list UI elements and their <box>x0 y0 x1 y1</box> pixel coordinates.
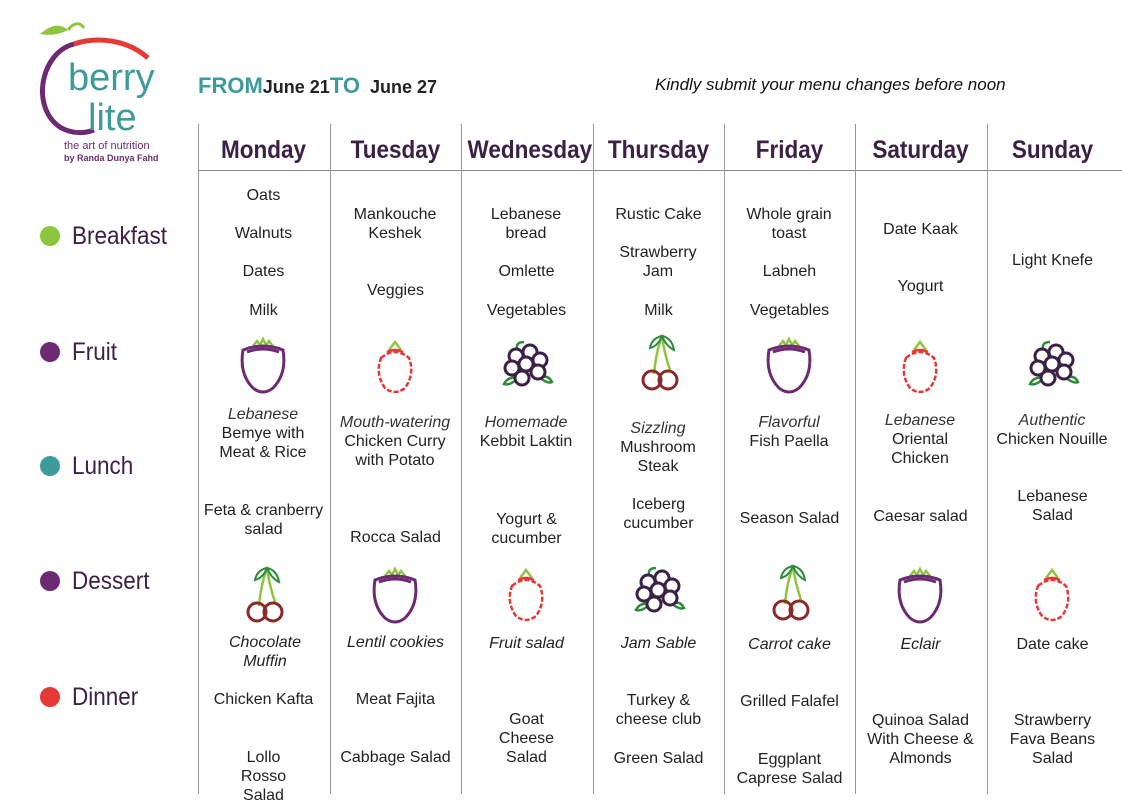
logo-byline: by Randa Dunya Fahd <box>64 153 159 163</box>
meal-label: Dinner <box>72 682 139 711</box>
lunch-main-item <box>599 419 717 476</box>
column-divider <box>593 124 594 794</box>
lunch-side-item: Feta & cranberry salad <box>203 502 324 538</box>
lunch-dish: Chicken Nouille <box>996 431 1108 448</box>
meal-dot <box>40 456 60 476</box>
blackberry-icon <box>496 334 556 396</box>
plum-icon <box>233 336 293 398</box>
raspberry-icon <box>496 566 556 628</box>
lunch-side-item: Yogurt & cucumber <box>491 511 562 547</box>
plum-icon <box>365 566 425 628</box>
lunch-descriptor: Lebanese <box>227 406 299 423</box>
column-divider <box>330 124 331 794</box>
dessert-item: Date cake <box>1016 636 1089 653</box>
breakfast-item: Walnuts <box>234 225 293 242</box>
dessert-item: Chocolate Muffin <box>228 634 302 670</box>
dinner-item: Quinoa Salad With Cheese & Almonds <box>867 712 974 767</box>
breakfast-item: Labneh <box>762 263 817 280</box>
day-header-friday: Friday <box>755 136 824 164</box>
lunch-side-item: Caesar salad <box>873 508 968 525</box>
lunch-main-item <box>336 413 454 470</box>
meal-dot <box>40 226 60 246</box>
lunch-main-item <box>204 405 322 462</box>
column-divider <box>724 124 725 794</box>
dinner-item: Meat Fajita <box>355 691 436 708</box>
meal-dot <box>40 342 60 362</box>
blackberry-icon <box>1022 334 1082 396</box>
notice-text: Kindly submit your menu changes before noon <box>655 75 1006 94</box>
day-header-tuesday: Tuesday <box>350 136 441 164</box>
lunch-descriptor: Lebanese <box>884 412 956 429</box>
breakfast-item: Omlette <box>498 263 555 280</box>
lunch-dish: Chicken Curry with Potato <box>344 433 446 469</box>
meal-row-fruit <box>40 337 122 367</box>
svg-text:berry: berry <box>68 57 155 99</box>
lunch-descriptor: Homemade <box>484 414 568 431</box>
dinner-item: Chicken Kafta <box>213 691 314 708</box>
breakfast-item: Light Knefe <box>1012 252 1093 269</box>
lunch-descriptor: Flavorful <box>758 414 820 431</box>
breakfast-item: Rustic Cake <box>615 206 702 223</box>
dinner-item: Green Salad <box>613 750 704 767</box>
dinner-item: Lollo Rosso Salad <box>240 749 287 804</box>
lunch-dish: Kebbit Laktin <box>479 433 573 450</box>
dinner-item: Goat Cheese Salad <box>498 711 555 766</box>
lunch-side-item: Season Salad <box>739 510 840 527</box>
lunch-descriptor: Mouth-watering <box>339 414 451 431</box>
column-divider <box>461 124 462 794</box>
breakfast-item: Milk <box>644 302 673 319</box>
cherry-icon <box>628 330 688 392</box>
date-range <box>198 73 437 99</box>
lunch-main-item <box>730 413 848 451</box>
lunch-side-item: Iceberg cucumber <box>623 496 694 532</box>
lunch-side-item: Rocca Salad <box>350 529 441 546</box>
lunch-descriptor: Sizzling <box>630 420 686 437</box>
breakfast-item: Whole grain toast <box>746 206 832 242</box>
lunch-dish: Bemye with Meat & Rice <box>219 425 307 461</box>
column-divider <box>987 124 988 794</box>
day-header-saturday: Saturday <box>872 136 969 164</box>
breakfast-item: Strawberry Jam <box>619 244 697 280</box>
svg-text:lite: lite <box>88 97 137 139</box>
dessert-item: Eclair <box>900 636 941 653</box>
meal-row-lunch <box>40 451 140 481</box>
raspberry-icon <box>1022 566 1082 628</box>
meal-label: Dessert <box>72 566 150 595</box>
breakfast-item: Milk <box>249 302 278 319</box>
to-label: TO <box>329 73 360 98</box>
to-date: June 27 <box>369 77 438 97</box>
plum-icon <box>890 566 950 628</box>
lunch-main-item <box>861 411 979 468</box>
day-header-thursday: Thursday <box>607 136 710 164</box>
breakfast-item: Vegetables <box>749 302 830 319</box>
dinner-item: Turkey & cheese club <box>615 692 702 728</box>
cherry-icon <box>233 562 293 624</box>
dinner-item: Eggplant Caprese Salad <box>736 751 843 787</box>
meal-dot <box>40 687 60 707</box>
breakfast-item: Dates <box>242 263 285 280</box>
meal-label: Fruit <box>72 337 117 366</box>
day-header-monday: Monday <box>220 136 306 164</box>
blackberry-icon <box>628 560 688 622</box>
day-header-sunday: Sunday <box>1011 136 1094 164</box>
raspberry-icon <box>365 338 425 400</box>
from-date: June 21 <box>262 77 330 97</box>
breakfast-item: Date Kaak <box>883 221 958 238</box>
day-header-wednesday: Wednesday <box>467 136 593 164</box>
dessert-item: Lentil cookies <box>347 634 444 651</box>
breakfast-item: Vegetables <box>486 302 567 319</box>
from-label: FROM <box>198 73 263 98</box>
header-divider <box>198 170 1122 171</box>
breakfast-item: Mankouche Keshek <box>353 206 437 242</box>
lunch-dish: Oriental Chicken <box>891 431 949 467</box>
breakfast-item: Lebanese bread <box>490 206 562 242</box>
dessert-item: Carrot cake <box>748 636 831 653</box>
dessert-item: Fruit salad <box>489 635 564 652</box>
lunch-dish: Mushroom Steak <box>620 439 696 475</box>
lunch-main-item <box>993 411 1111 449</box>
breakfast-item: Veggies <box>367 282 424 299</box>
logo-tagline: the art of nutrition <box>64 140 150 152</box>
dinner-item: Grilled Falafel <box>740 693 839 710</box>
lunch-dish: Fish Paella <box>749 433 829 450</box>
lunch-main-item <box>467 413 585 451</box>
dinner-item: Strawberry Fava Beans Salad <box>1009 712 1096 767</box>
lunch-descriptor: Authentic <box>1018 412 1086 429</box>
meal-label: Lunch <box>72 451 134 480</box>
meal-label: Breakfast <box>72 221 168 250</box>
dinner-item: Cabbage Salad <box>340 749 451 766</box>
meal-row-dessert <box>40 566 158 596</box>
breakfast-item: Oats <box>246 187 281 204</box>
lunch-side-item: Lebanese Salad <box>1017 488 1088 524</box>
meal-row-breakfast <box>40 221 178 251</box>
meal-dot <box>40 571 60 591</box>
raspberry-icon <box>890 338 950 400</box>
dessert-item: Jam Sable <box>620 635 697 652</box>
meal-row-dinner <box>40 682 146 712</box>
cherry-icon <box>759 560 819 622</box>
breakfast-item: Yogurt <box>897 278 944 295</box>
plum-icon <box>759 336 819 398</box>
